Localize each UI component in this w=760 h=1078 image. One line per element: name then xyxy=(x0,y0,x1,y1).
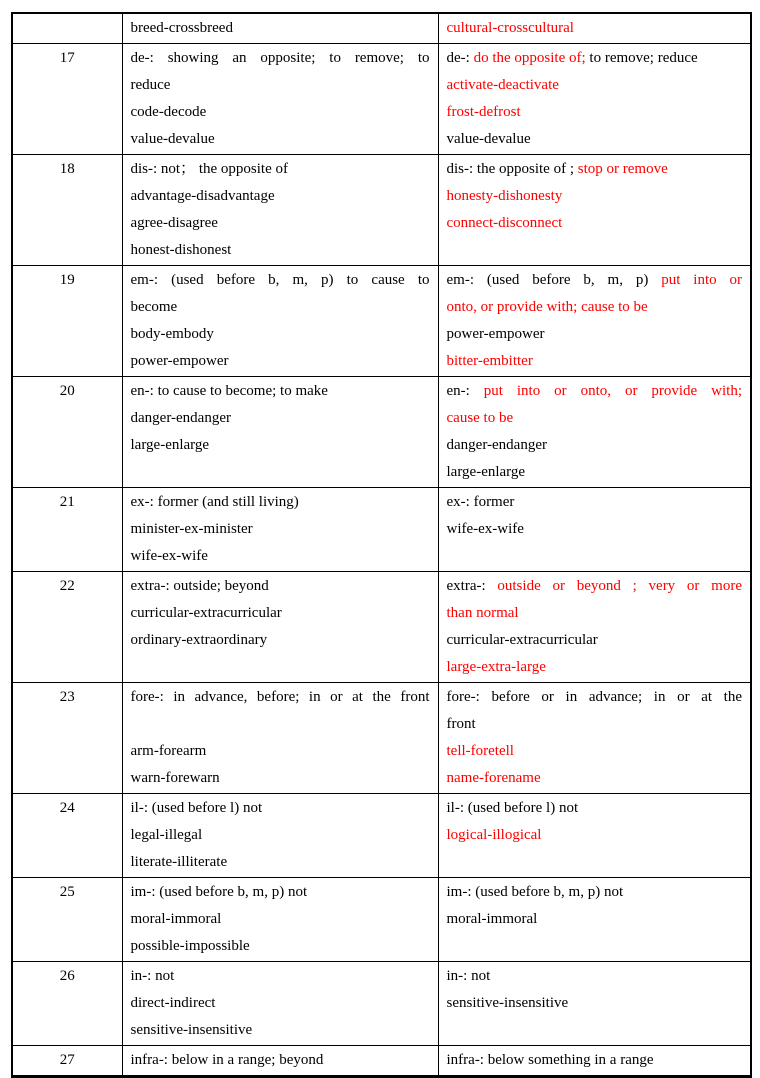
left-line xyxy=(131,849,430,876)
left-line xyxy=(131,45,430,72)
text-segment: fore-: in advance, before; in or at the front xyxy=(130,689,430,705)
left-line xyxy=(131,72,430,99)
text-segment: code-decode xyxy=(130,104,207,120)
text-segment: direct-indirect xyxy=(130,995,216,1011)
highlighted-text-segment: than normal xyxy=(446,605,519,621)
text-segment: value-devalue xyxy=(446,131,531,147)
text-segment: to remove; reduce xyxy=(585,50,698,66)
table-row xyxy=(12,1046,751,1077)
row-number: 17 xyxy=(59,50,75,66)
right-definition-cell xyxy=(438,683,751,794)
text-segment: ordinary-extraordinary xyxy=(130,632,268,648)
text-segment: advantage-disadvantage xyxy=(130,188,275,204)
left-line xyxy=(131,237,430,264)
left-line xyxy=(131,156,430,183)
left-definition-cell xyxy=(122,155,438,266)
text-segment: moral-immoral xyxy=(446,911,538,927)
text-segment: large-enlarge xyxy=(446,464,526,480)
left-definition-cell xyxy=(122,377,438,488)
highlighted-text-segment: honesty-dishonesty xyxy=(446,188,563,204)
right-line xyxy=(447,711,743,738)
highlighted-text-segment: tell-foretell xyxy=(446,743,514,759)
left-line xyxy=(131,210,430,237)
prefix-table xyxy=(11,12,752,1078)
table-row xyxy=(12,962,751,1046)
text-segment: agree-disagree xyxy=(130,215,218,231)
text-segment: fore-: before or in advance; in or at the xyxy=(446,689,742,705)
highlighted-text-segment: logical-illogical xyxy=(446,827,542,843)
left-line xyxy=(131,267,430,294)
left-line xyxy=(131,879,430,906)
right-line xyxy=(447,294,743,321)
text-segment: become xyxy=(130,299,178,315)
right-line xyxy=(447,210,743,237)
right-line xyxy=(447,990,743,1017)
left-line xyxy=(131,99,430,126)
text-segment: front xyxy=(446,716,476,732)
right-line xyxy=(447,849,743,876)
row-number: 25 xyxy=(59,884,75,900)
text-segment: legal-illegal xyxy=(130,827,203,843)
text-segment: wife-ex-wife xyxy=(446,521,524,537)
highlighted-text-segment: frost-defrost xyxy=(446,104,521,120)
right-line xyxy=(447,627,743,654)
right-definition-cell xyxy=(438,44,751,155)
left-definition-cell xyxy=(122,44,438,155)
right-line xyxy=(447,432,743,459)
row-number-cell xyxy=(12,377,122,488)
left-line xyxy=(131,15,430,42)
text-segment: in-: not xyxy=(130,968,175,984)
row-number: 20 xyxy=(59,383,75,399)
row-number: 21 xyxy=(59,494,75,510)
left-definition-cell xyxy=(122,13,438,44)
right-definition-cell xyxy=(438,13,751,44)
left-line xyxy=(131,321,430,348)
right-definition-cell xyxy=(438,794,751,878)
row-number-cell xyxy=(12,794,122,878)
text-segment: body-embody xyxy=(130,326,214,342)
left-line xyxy=(131,489,430,516)
highlighted-text-segment: put into or onto, or provide with; xyxy=(483,383,742,399)
table-row xyxy=(12,155,751,266)
left-line xyxy=(131,405,430,432)
table-row xyxy=(12,377,751,488)
highlighted-text-segment: large-extra-large xyxy=(446,659,546,675)
text-segment: in-: not xyxy=(446,968,491,984)
table-row xyxy=(12,488,751,572)
highlighted-text-segment: cultural-crosscultural xyxy=(446,20,574,36)
text-segment: il-: (used before l) not xyxy=(446,800,579,816)
left-line xyxy=(131,1047,430,1074)
right-line xyxy=(447,765,743,792)
left-line xyxy=(131,432,430,459)
left-definition-cell xyxy=(122,794,438,878)
right-line xyxy=(447,684,743,711)
text-segment: moral-immoral xyxy=(130,911,222,927)
text-segment: honest-dishonest xyxy=(130,242,232,258)
right-line xyxy=(447,405,743,432)
text-segment: large-enlarge xyxy=(130,437,210,453)
text-segment: danger-endanger xyxy=(446,437,547,453)
text-segment: reduce xyxy=(130,77,171,93)
right-line xyxy=(447,963,743,990)
right-line xyxy=(447,573,743,600)
highlighted-text-segment: do the opposite of; xyxy=(473,50,586,66)
right-line xyxy=(447,933,743,960)
left-line xyxy=(131,126,430,153)
text-segment: curricular-extracurricular xyxy=(130,605,282,621)
table-row xyxy=(12,13,751,44)
highlighted-text-segment: connect-disconnect xyxy=(446,215,563,231)
right-line xyxy=(447,321,743,348)
right-line xyxy=(447,879,743,906)
right-line xyxy=(447,267,743,294)
left-line xyxy=(131,933,430,960)
row-number: 24 xyxy=(59,800,75,816)
right-line xyxy=(447,1047,743,1074)
text-segment: power-empower xyxy=(446,326,545,342)
row-number-cell xyxy=(12,683,122,794)
left-line xyxy=(131,711,430,738)
text-segment: de-: showing an opposite; to remove; to xyxy=(130,50,430,66)
highlighted-text-segment: put into or xyxy=(661,272,742,288)
left-line xyxy=(131,459,430,486)
left-line xyxy=(131,906,430,933)
right-line xyxy=(447,459,743,486)
text-segment: arm-forearm xyxy=(130,743,207,759)
left-line xyxy=(131,183,430,210)
left-line xyxy=(131,378,430,405)
right-line xyxy=(447,738,743,765)
text-segment: dis-: the opposite of ; xyxy=(446,161,578,177)
text-segment: power-empower xyxy=(130,353,229,369)
text-segment: minister-ex-minister xyxy=(130,521,253,537)
text-segment: ex-: former xyxy=(446,494,515,510)
highlighted-text-segment: stop or remove xyxy=(577,161,668,177)
text-segment: dis-: not； the opposite of xyxy=(130,161,288,177)
row-number-cell xyxy=(12,155,122,266)
left-line xyxy=(131,765,430,792)
text-segment: breed-crossbreed xyxy=(130,20,233,36)
right-definition-cell xyxy=(438,572,751,683)
text-segment: curricular-extracurricular xyxy=(446,632,598,648)
row-number-cell xyxy=(12,572,122,683)
row-number: 26 xyxy=(59,968,75,984)
table-row xyxy=(12,572,751,683)
table-row xyxy=(12,266,751,377)
row-number: 19 xyxy=(59,272,75,288)
text-segment: warn-forewarn xyxy=(130,770,220,786)
row-number-cell xyxy=(12,266,122,377)
left-line xyxy=(131,822,430,849)
right-line xyxy=(447,99,743,126)
right-line xyxy=(447,795,743,822)
right-line xyxy=(447,183,743,210)
right-line xyxy=(447,516,743,543)
row-number-cell xyxy=(12,488,122,572)
table-row xyxy=(12,44,751,155)
highlighted-text-segment: onto, or provide with; cause to be xyxy=(446,299,648,315)
left-line xyxy=(131,684,430,711)
right-line xyxy=(447,72,743,99)
text-segment: ex-: former (and still living) xyxy=(130,494,299,510)
row-number: 27 xyxy=(59,1052,75,1068)
prefix-table-body xyxy=(12,13,751,1077)
left-line xyxy=(131,738,430,765)
text-segment: possible-impossible xyxy=(130,938,250,954)
text-segment: infra-: below in a range; beyond xyxy=(130,1052,324,1068)
row-number xyxy=(21,15,114,42)
row-number-cell xyxy=(12,1046,122,1077)
text-segment: value-devalue xyxy=(130,131,215,147)
left-line xyxy=(131,654,430,681)
left-definition-cell xyxy=(122,962,438,1046)
left-line xyxy=(131,294,430,321)
left-line xyxy=(131,1017,430,1044)
table-row xyxy=(12,794,751,878)
text-segment: il-: (used before l) not xyxy=(130,800,263,816)
left-line xyxy=(131,573,430,600)
table-row xyxy=(12,878,751,962)
right-line xyxy=(447,15,743,42)
text-segment: em-: (used before b, m, p) to cause to xyxy=(130,272,430,288)
text-segment: im-: (used before b, m, p) not xyxy=(446,884,624,900)
right-line xyxy=(447,126,743,153)
right-line xyxy=(447,156,743,183)
row-number-cell xyxy=(12,878,122,962)
row-number-cell xyxy=(12,44,122,155)
highlighted-text-segment: activate-deactivate xyxy=(446,77,559,93)
left-line xyxy=(131,516,430,543)
right-definition-cell xyxy=(438,155,751,266)
left-definition-cell xyxy=(122,683,438,794)
right-line xyxy=(447,378,743,405)
left-line xyxy=(131,990,430,1017)
right-definition-cell xyxy=(438,962,751,1046)
row-number: 18 xyxy=(59,161,75,177)
text-segment: wife-ex-wife xyxy=(130,548,208,564)
right-line xyxy=(447,600,743,627)
text-segment: literate-illiterate xyxy=(130,854,228,870)
left-definition-cell xyxy=(122,1046,438,1077)
right-line xyxy=(447,906,743,933)
text-segment: im-: (used before b, m, p) not xyxy=(130,884,308,900)
left-line xyxy=(131,795,430,822)
row-number: 22 xyxy=(59,578,75,594)
row-number: 23 xyxy=(59,689,75,705)
right-line xyxy=(447,1017,743,1044)
highlighted-text-segment: cause to be xyxy=(446,410,514,426)
right-definition-cell xyxy=(438,878,751,962)
text-segment: extra-: outside; beyond xyxy=(130,578,269,594)
row-number-cell xyxy=(12,13,122,44)
left-definition-cell xyxy=(122,572,438,683)
left-definition-cell xyxy=(122,488,438,572)
left-line xyxy=(131,963,430,990)
left-definition-cell xyxy=(122,878,438,962)
right-line xyxy=(447,237,743,264)
right-definition-cell xyxy=(438,377,751,488)
text-segment: infra-: below something in a range xyxy=(446,1052,654,1068)
text-segment: em-: (used before b, m, p) xyxy=(446,272,662,288)
right-definition-cell xyxy=(438,1046,751,1077)
text-segment: sensitive-insensitive xyxy=(130,1022,253,1038)
text-segment: extra-: xyxy=(446,578,498,594)
table-row xyxy=(12,683,751,794)
right-line xyxy=(447,489,743,516)
highlighted-text-segment: bitter-embitter xyxy=(446,353,533,369)
text-segment: de-: xyxy=(446,50,474,66)
left-definition-cell xyxy=(122,266,438,377)
text-segment: en-: to cause to become; to make xyxy=(130,383,328,399)
text-segment: sensitive-insensitive xyxy=(446,995,569,1011)
text-segment: en-: xyxy=(446,383,484,399)
left-line xyxy=(131,600,430,627)
right-line xyxy=(447,822,743,849)
right-definition-cell xyxy=(438,488,751,572)
left-line xyxy=(131,543,430,570)
left-line xyxy=(131,627,430,654)
right-line xyxy=(447,45,743,72)
right-line xyxy=(447,654,743,681)
highlighted-text-segment: outside or beyond ; very or more xyxy=(497,578,742,594)
text-segment: danger-endanger xyxy=(130,410,231,426)
highlighted-text-segment: name-forename xyxy=(446,770,541,786)
right-line xyxy=(447,348,743,375)
right-definition-cell xyxy=(438,266,751,377)
row-number-cell xyxy=(12,962,122,1046)
left-line xyxy=(131,348,430,375)
right-line xyxy=(447,543,743,570)
